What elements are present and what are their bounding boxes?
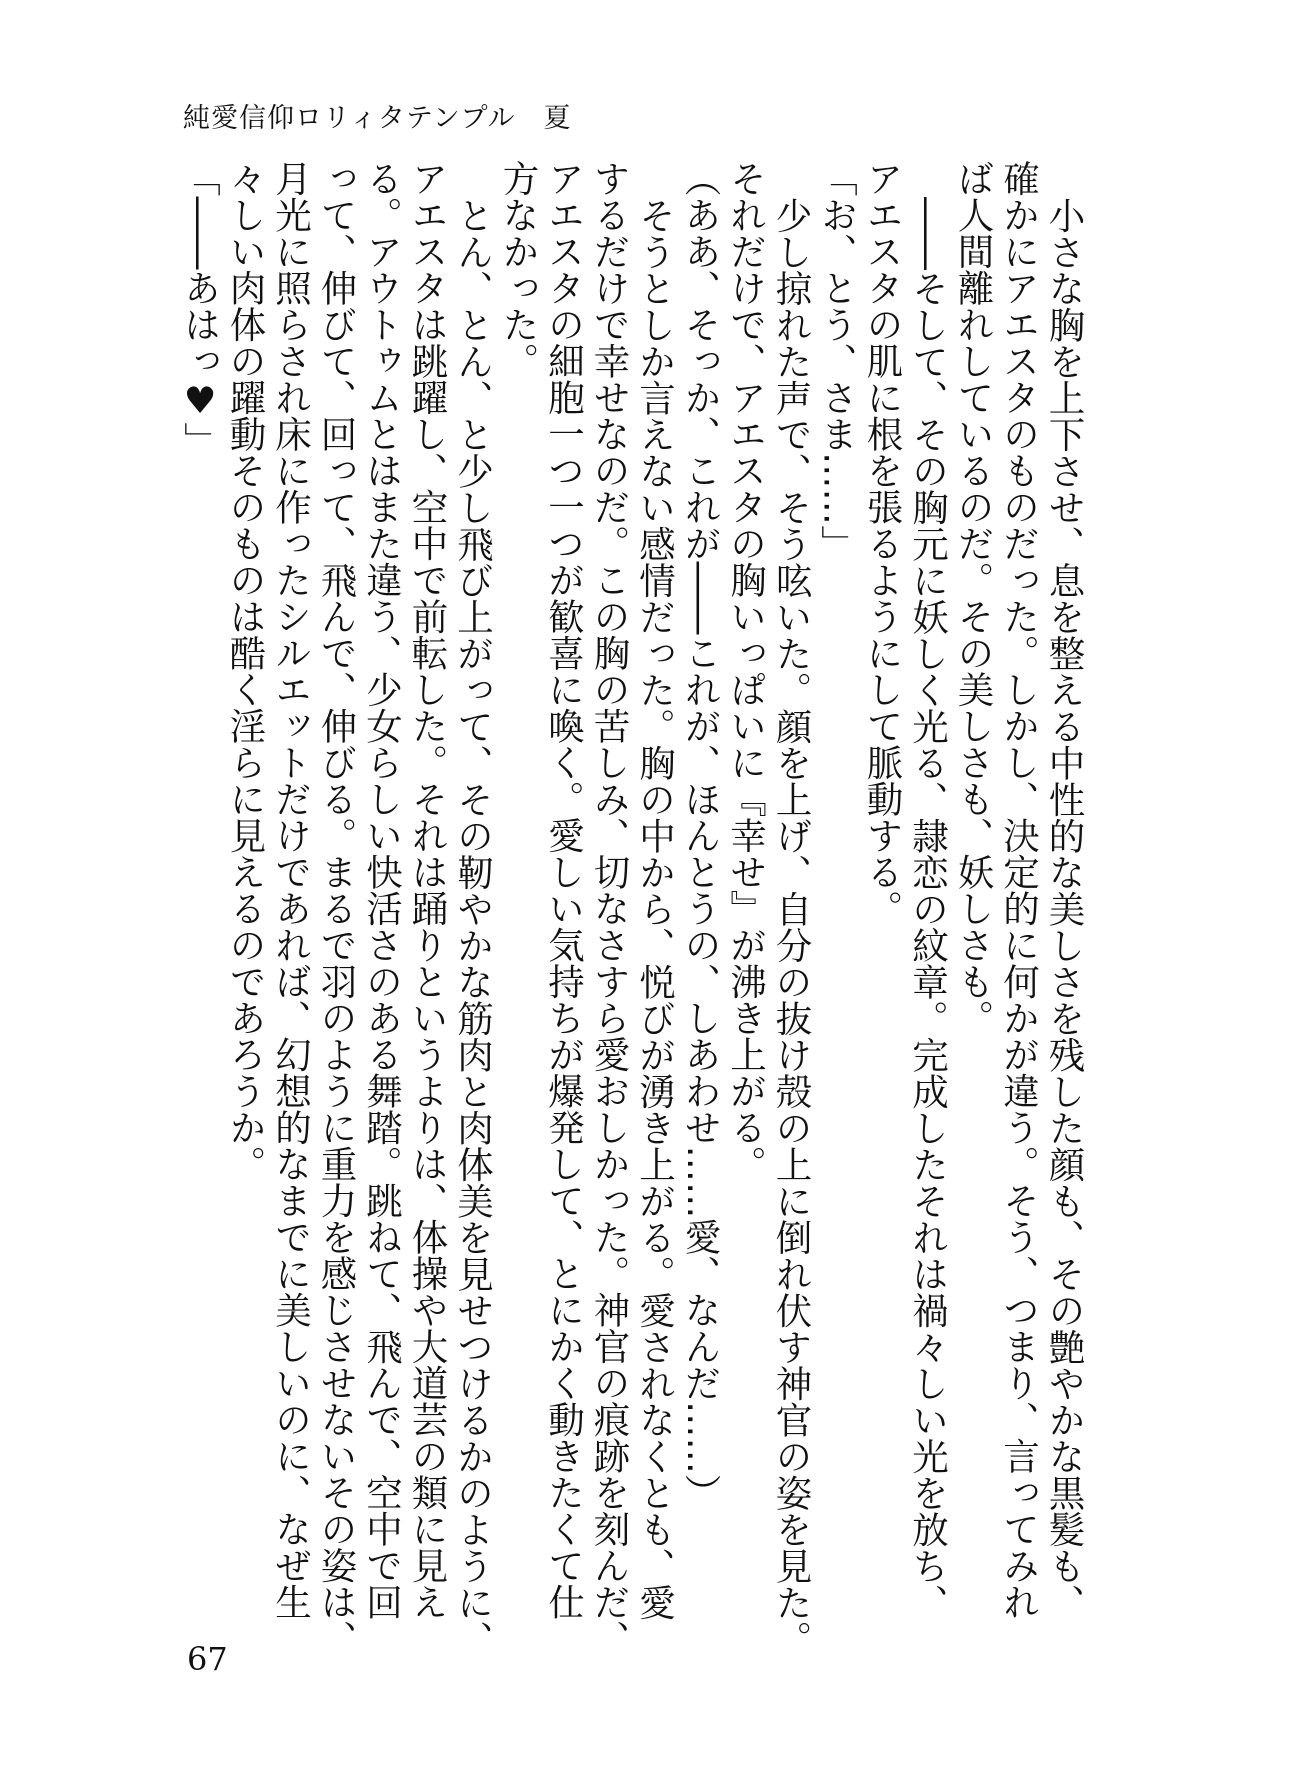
text-line: 確かにアエスタのものだった。しかし、決定的に何かが違う。そう、つまり、言ってみれ [997,160,1041,1620]
text-line: って、伸びて、回って、飛んで、伸びる。まるで羽のように重力を感じさせないその姿は、 [315,160,358,1657]
text-line: ――そして、その胸元に妖しく光る、隷恋の紋章。完成したそれは禍々しい光を放ち、 [906,196,950,1620]
text-line: 々しい肉体の躍動そのものは酷く淫らに見えるのであろうか。 [224,160,267,1182]
text-line: アエスタは跳躍し、空中で前転した。それは踊りというよりは、体操や大道芸の類に見え [406,160,449,1620]
vertical-text-body [177,160,1087,1657]
text-line: る。アウトゥムとはまた違う、少女らしい快活さのある舞踏。跳ねて、飛んで、空中で回 [360,160,404,1620]
text-line: 月光に照らされ床に作ったシルエットだけであれば、幻想的なまでに美しいのに、なぜ生 [269,160,313,1620]
text-line: それだけで、アエスタの胸いっぱいに『幸せ』が沸き上がる。 [724,160,768,1182]
text-line: 小さな胸を上下させ、息を整える中性的な美しさを残した顔も、その艶やかな黒髪も、 [1043,196,1086,1620]
text-line: （ああ、そっか、これが――これが、ほんとうの、しあわせ……愛、なんだ……） [679,160,722,1511]
text-line: 「――あはっ♥」 [178,160,222,459]
text-line: アエスタの細胞一つ一つが歓喜に喚く。愛しい気持ちが爆発して、とにかく動きたくて仕 [542,160,586,1620]
text-line: 少し掠れた声で、そう呟いた。顔を上げ、自分の抜け殻の上に倒れ伏す神官の姿を見た。 [770,196,813,1657]
text-line: アエスタの肌に根を張るようにして脈動する。 [861,160,904,927]
text-line: 「お、とう、さま……」 [815,160,859,562]
running-header: 純愛信仰ロリィタテンプル 夏 [183,103,572,134]
page-number: 67 [187,1640,228,1678]
text-line: そうとしか言えない感情だった。胸の中から、悦びが湧き上がる。愛されなくとも、愛 [633,196,677,1620]
text-line: とん、とん、と少し飛び上がって、その靭やかな筋肉と肉体美を見せつけるかのように、 [451,196,495,1657]
text-line: 方なかった。 [497,160,540,379]
text-line: ば人間離れしているのだ。その美しさも、妖しさも。 [952,160,995,1036]
text-line: するだけで幸せなのだ。この胸の苦しみ、切なさすら愛おしかった。神官の痕跡を刻んだ、 [588,160,631,1657]
